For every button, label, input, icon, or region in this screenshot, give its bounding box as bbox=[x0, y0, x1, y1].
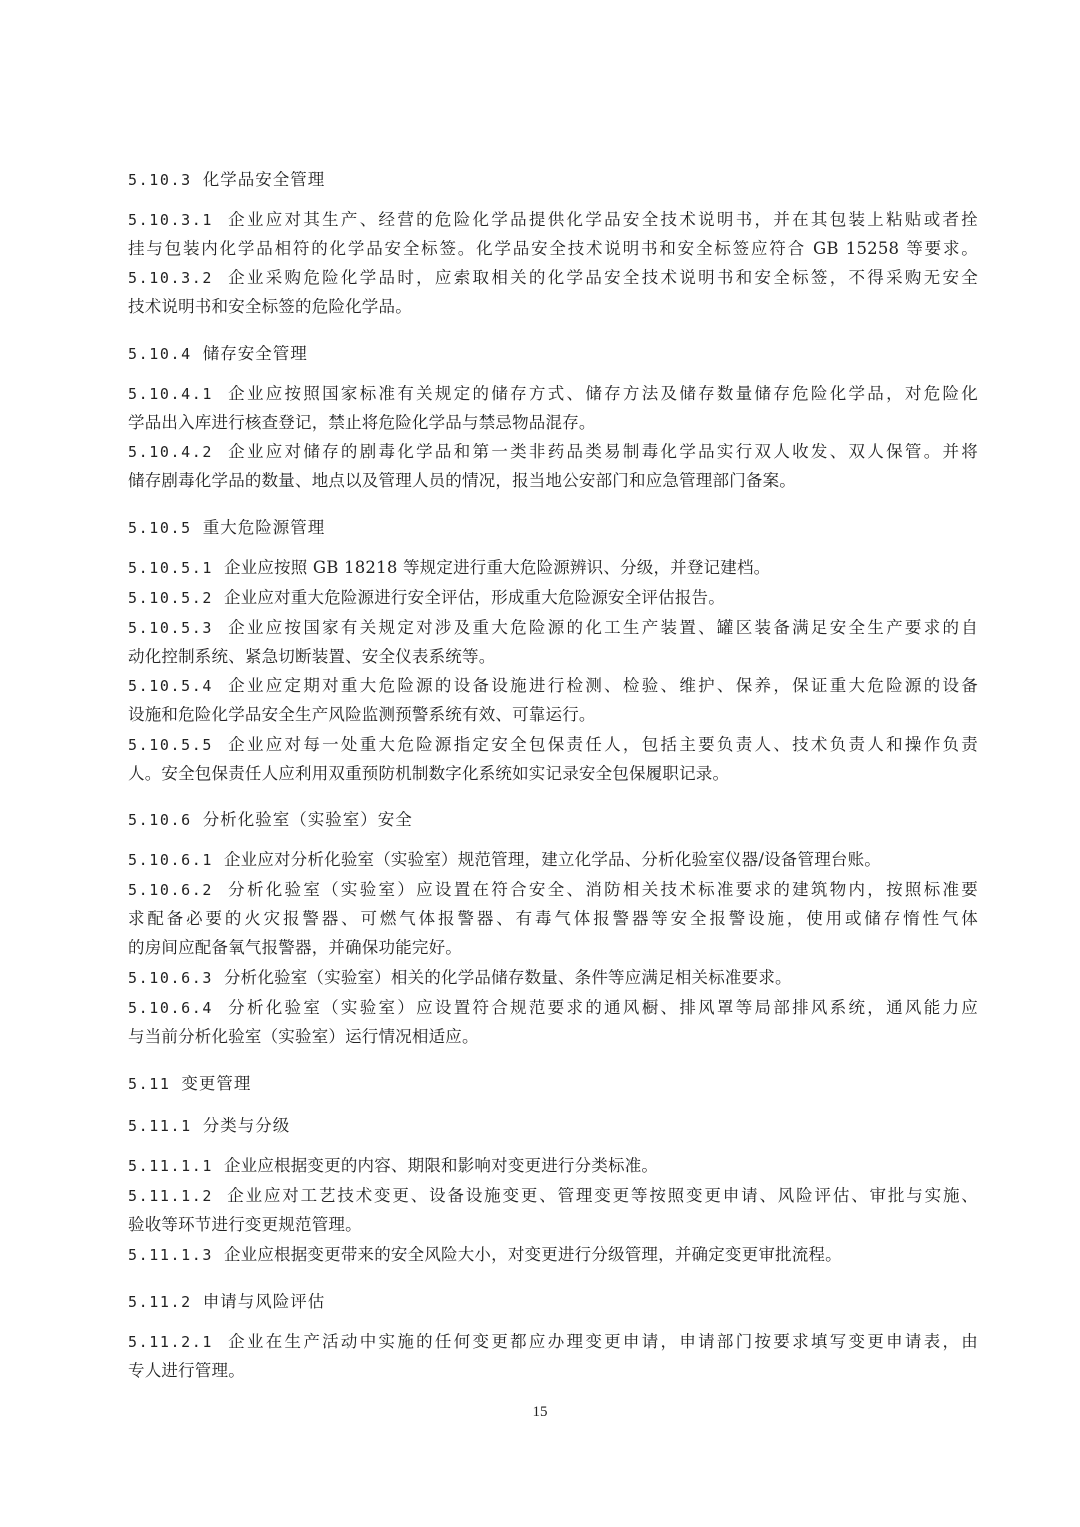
clause-text: 人。安全包保责任人应利用双重预防机制数字化系统如实记录安全包保履职记录。 bbox=[128, 764, 730, 783]
clause-gap bbox=[213, 442, 228, 461]
clause-number: 5.11.2.1 bbox=[128, 1333, 214, 1351]
clause-number: 5.10.5.4 bbox=[128, 677, 214, 695]
clause-text: 学品出入库进行核查登记，禁止将危险化学品与禁忌物品混存。 bbox=[128, 413, 596, 432]
paragraph-line bbox=[128, 936, 978, 960]
clause-number: 5.10.6 bbox=[128, 811, 192, 829]
clause-number: 5.10.3.2 bbox=[128, 269, 214, 287]
clause-text: 企业采购危险化学品时，应索取相关的化学品安全技术说明书和安全标签，不得采购无安全 bbox=[228, 268, 979, 287]
clause-text: 求配备必要的火灾报警器、可燃气体报警器、有毒气体报警器等安全报警设施，使用或储存惰性气体 bbox=[128, 909, 978, 928]
clause-text: 分析化验室（实验室）应设置在符合安全、消防相关技术标准要求的建筑物内，按照标准要 bbox=[228, 880, 979, 899]
clause-gap bbox=[213, 1186, 227, 1205]
clause-gap bbox=[192, 518, 203, 537]
clause-text: 企业应按国家有关规定对涉及重大危险源的化工生产装置、罐区装备满足安全生产要求的自 bbox=[228, 618, 979, 637]
heading-title: 分析化验室（实验室）安全 bbox=[202, 810, 413, 829]
heading-title: 申请与风险评估 bbox=[202, 1292, 326, 1311]
clause-text: 分析化验室（实验室）相关的化学品储存数量、条件等应满足相关标准要求。 bbox=[223, 968, 792, 987]
clause-gap bbox=[213, 968, 224, 987]
clause-number: 5.11.1.3 bbox=[128, 1246, 214, 1264]
clause-text: 技术说明书和安全标签的危险化学品。 bbox=[128, 297, 412, 316]
clause-number: 5.10.4.1 bbox=[128, 385, 214, 403]
paragraph-line bbox=[128, 237, 978, 261]
clause-number: 5.11.1.1 bbox=[128, 1157, 214, 1175]
clause-text: 分析化验室（实验室）应设置符合规范要求的通风橱、排风罩等局部排风系统，通风能力应 bbox=[228, 998, 979, 1017]
clause-gap bbox=[213, 384, 228, 403]
clause-gap bbox=[213, 1156, 224, 1175]
clause-number: 5.11.1 bbox=[128, 1117, 192, 1135]
paragraph-line bbox=[128, 674, 978, 698]
clause-text: 企业应根据变更带来的安全风险大小，对变更进行分级管理，并确定变更审批流程。 bbox=[223, 1245, 842, 1264]
clause-number: 5.10.5 bbox=[128, 519, 192, 537]
clause-gap bbox=[213, 735, 228, 754]
paragraph-line bbox=[128, 1359, 978, 1383]
clause-number: 5.10.6.3 bbox=[128, 969, 214, 987]
clause-text: 企业应对重大危险源进行安全评估，形成重大危险源安全评估报告。 bbox=[223, 588, 725, 607]
clause-number: 5.11.1.2 bbox=[128, 1187, 214, 1205]
clause-number: 5.10.3 bbox=[128, 171, 192, 189]
page-number: 15 bbox=[532, 1404, 548, 1420]
paragraph-line bbox=[128, 848, 978, 872]
paragraph-line bbox=[128, 1184, 978, 1208]
paragraph-line bbox=[128, 1330, 978, 1354]
clause-gap bbox=[213, 1332, 228, 1351]
clause-text: 设施和危险化学品安全生产风险监测预警系统有效、可靠运行。 bbox=[128, 705, 596, 724]
paragraph-line bbox=[128, 1243, 978, 1267]
heading-title: 分类与分级 bbox=[202, 1116, 291, 1135]
clause-text: 动化控制系统、紧急切断装置、安全仪表系统等。 bbox=[128, 647, 496, 666]
section-heading bbox=[128, 808, 978, 832]
paragraph-line bbox=[128, 295, 978, 319]
clause-text: 企业应对每一处重大危险源指定安全包保责任人，包括主要负责人、技术负责人和操作负责 bbox=[228, 735, 979, 754]
clause-gap bbox=[213, 558, 224, 577]
clause-text: 专人进行管理。 bbox=[128, 1361, 245, 1380]
clause-gap bbox=[213, 588, 224, 607]
paragraph-line bbox=[128, 616, 978, 640]
clause-text: 企业应定期对重大危险源的设备设施进行检测、检验、维护、保养，保证重大危险源的设备 bbox=[228, 676, 979, 695]
clause-gap bbox=[213, 210, 228, 229]
clause-text: 的房间应配备氧气报警器，并确保功能完好。 bbox=[128, 938, 462, 957]
clause-text: 与当前分析化验室（实验室）运行情况相适应。 bbox=[128, 1027, 479, 1046]
clause-number: 5.10.3.1 bbox=[128, 211, 214, 229]
clause-text: 储存剧毒化学品的数量、地点以及管理人员的情况，报当地公安部门和应急管理部门备案。 bbox=[128, 471, 796, 490]
clause-gap bbox=[213, 1245, 224, 1264]
heading-title: 重大危险源管理 bbox=[202, 518, 326, 537]
section-heading bbox=[128, 1114, 978, 1138]
section-heading bbox=[128, 168, 978, 192]
clause-number: 5.11.2 bbox=[128, 1293, 192, 1311]
paragraph-line bbox=[128, 966, 978, 990]
paragraph-line bbox=[128, 266, 978, 290]
paragraph-line bbox=[128, 556, 978, 580]
paragraph-line bbox=[128, 411, 978, 435]
clause-gap bbox=[213, 880, 228, 899]
clause-gap bbox=[192, 810, 203, 829]
clause-gap bbox=[213, 268, 228, 287]
clause-gap bbox=[213, 618, 228, 637]
paragraph-line bbox=[128, 469, 978, 493]
heading-title: 变更管理 bbox=[181, 1074, 252, 1093]
clause-gap bbox=[192, 1292, 203, 1311]
heading-title: 储存安全管理 bbox=[202, 344, 308, 363]
clause-number: 5.10.4.2 bbox=[128, 443, 214, 461]
paragraph-line bbox=[128, 1154, 978, 1178]
clause-text: 企业应对其生产、经营的危险化学品提供化学品安全技术说明书，并在其包装上粘贴或者拴 bbox=[228, 210, 979, 229]
paragraph-line bbox=[128, 382, 978, 406]
clause-gap bbox=[213, 998, 228, 1017]
clause-text: 企业在生产活动中实施的任何变更都应办理变更申请，申请部门按要求填写变更申请表，由 bbox=[228, 1332, 979, 1351]
clause-number: 5.10.6.1 bbox=[128, 851, 214, 869]
clause-text: 企业应按照 GB 18218 等规定进行重大危险源辨识、分级，并登记建档。 bbox=[223, 558, 771, 577]
clause-number: 5.10.5.5 bbox=[128, 736, 214, 754]
section-heading bbox=[128, 1072, 978, 1096]
clause-text: 企业应对工艺技术变更、设备设施变更、管理变更等按照变更申请、风险评估、审批与实施、 bbox=[227, 1186, 979, 1205]
clause-text: 企业应按照国家标准有关规定的储存方式、储存方法及储存数量储存危险化学品，对危险化 bbox=[228, 384, 979, 403]
paragraph-line bbox=[128, 878, 978, 902]
paragraph-line bbox=[128, 703, 978, 727]
paragraph-line bbox=[128, 1213, 978, 1237]
clause-text: 挂与包装内化学品相符的化学品安全标签。化学品安全技术说明书和安全标签应符合 GB 15258 等要求。 bbox=[128, 239, 978, 258]
clause-number: 5.10.6.4 bbox=[128, 999, 214, 1017]
clause-number: 5.10.5.1 bbox=[128, 559, 214, 577]
paragraph-line bbox=[128, 208, 978, 232]
clause-number: 5.10.4 bbox=[128, 345, 192, 363]
paragraph-line bbox=[128, 645, 978, 669]
paragraph-line bbox=[128, 733, 978, 757]
section-heading bbox=[128, 516, 978, 540]
clause-number: 5.10.5.2 bbox=[128, 589, 214, 607]
clause-text: 企业应根据变更的内容、期限和影响对变更进行分类标准。 bbox=[223, 1156, 659, 1175]
heading-title: 化学品安全管理 bbox=[202, 170, 326, 189]
paragraph-line bbox=[128, 907, 978, 931]
clause-gap bbox=[192, 1116, 203, 1135]
clause-gap bbox=[213, 850, 224, 869]
clause-gap bbox=[171, 1074, 182, 1093]
clause-number: 5.11 bbox=[128, 1075, 171, 1093]
paragraph-line bbox=[128, 440, 978, 464]
clause-text: 企业应对分析化验室（实验室）规范管理，建立化学品、分析化验室仪器/设备管理台账。 bbox=[223, 850, 881, 869]
section-heading bbox=[128, 1290, 978, 1314]
clause-number: 5.10.5.3 bbox=[128, 619, 214, 637]
clause-number: 5.10.6.2 bbox=[128, 881, 214, 899]
clause-gap bbox=[213, 676, 228, 695]
clause-gap bbox=[192, 344, 203, 363]
paragraph-line bbox=[128, 996, 978, 1020]
paragraph-line bbox=[128, 762, 978, 786]
paragraph-line bbox=[128, 1025, 978, 1049]
clause-text: 验收等环节进行变更规范管理。 bbox=[128, 1215, 362, 1234]
section-heading bbox=[128, 342, 978, 366]
clause-text: 企业应对储存的剧毒化学品和第一类非药品类易制毒化学品实行双人收发、双人保管。并将 bbox=[228, 442, 979, 461]
paragraph-line bbox=[128, 586, 978, 610]
clause-gap bbox=[192, 170, 203, 189]
